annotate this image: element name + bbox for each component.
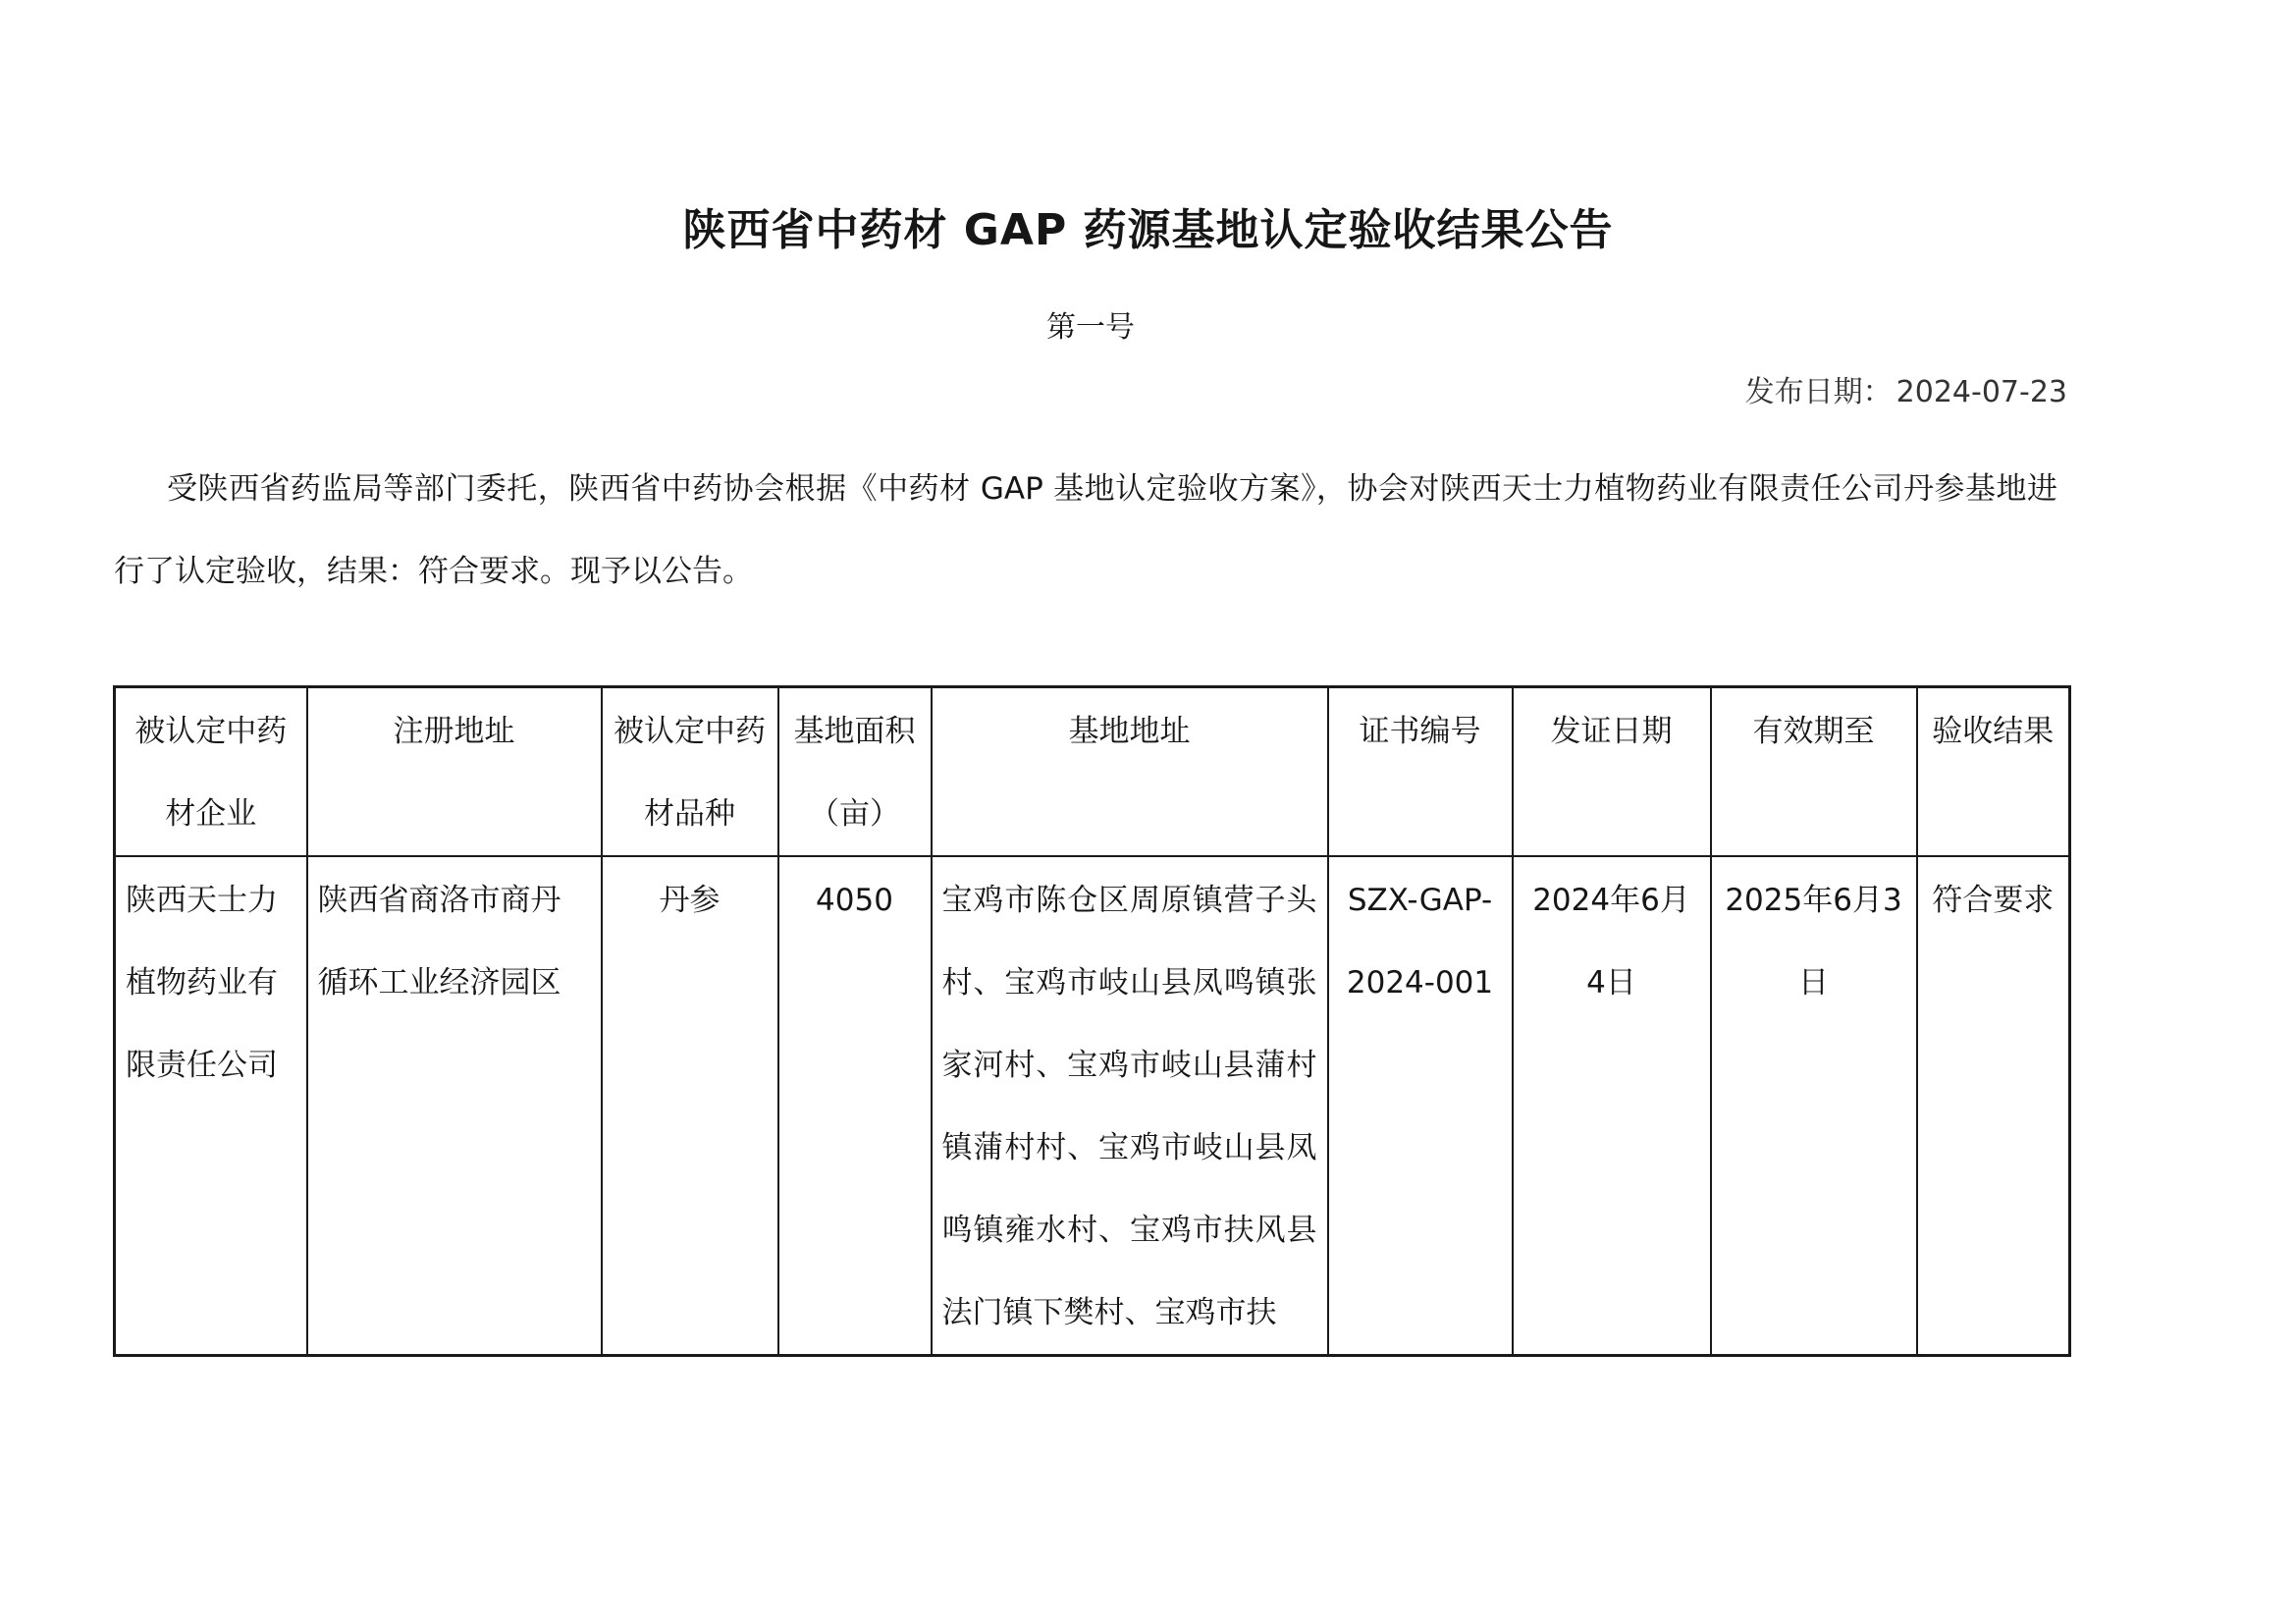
header-area: 基地面积（亩） (778, 687, 932, 857)
announcement-paragraph: 受陕西省药监局等部门委托，陕西省中药协会根据《中药材 GAP 基地认定验收方案》，协会对陕西天士力植物药业有限责任公司丹参基地进行了认定验收，结果：符合要求。现予以公告。 (114, 471, 2057, 589)
header-registered-address: 注册地址 (307, 687, 602, 857)
header-base-address: 基地地址 (932, 687, 1328, 857)
table-row (115, 856, 2070, 1356)
cell-certificate-no: SZX-GAP-2024-001 (1328, 856, 1513, 1356)
header-company: 被认定中药材企业 (115, 687, 307, 857)
cell-registered-address: 陕西省商洛市商丹循环工业经济园区 (307, 856, 602, 1356)
table-header-row (115, 687, 2070, 857)
header-variety: 被认定中药材品种 (602, 687, 778, 857)
header-valid-until: 有效期至 (1711, 687, 1917, 857)
publish-date-label: 发布日期： (1744, 375, 1893, 409)
cell-base-address: 宝鸡市陈仓区周原镇营子头村、宝鸡市岐山县凤鸣镇张家河村、宝鸡市岐山县蒲村镇蒲村村、宝鸡市岐山县凤鸣镇雍水村、宝鸡市扶风县法门镇下樊村、宝鸡市扶 (932, 856, 1328, 1356)
document-title: 陕西省中药材 GAP 药源基地认定验收结果公告 (682, 205, 1614, 255)
results-table (113, 685, 2071, 1357)
header-issue-date: 发证日期 (1513, 687, 1711, 857)
header-certificate-no: 证书编号 (1328, 687, 1513, 857)
publish-date-line (1745, 367, 2067, 410)
cell-valid-until: 2025年6月3日 (1711, 856, 1917, 1356)
document-number: 第一号 (1046, 310, 1135, 345)
publish-date: 2024-07-23 (1896, 375, 2067, 409)
cell-result: 符合要求 (1917, 856, 2070, 1356)
cell-area: 4050 (778, 856, 932, 1356)
cell-variety: 丹参 (602, 856, 778, 1356)
header-result: 验收结果 (1917, 687, 2070, 857)
cell-issue-date: 2024年6月4日 (1513, 856, 1711, 1356)
cell-company: 陕西天士力植物药业有限责任公司 (115, 856, 307, 1356)
